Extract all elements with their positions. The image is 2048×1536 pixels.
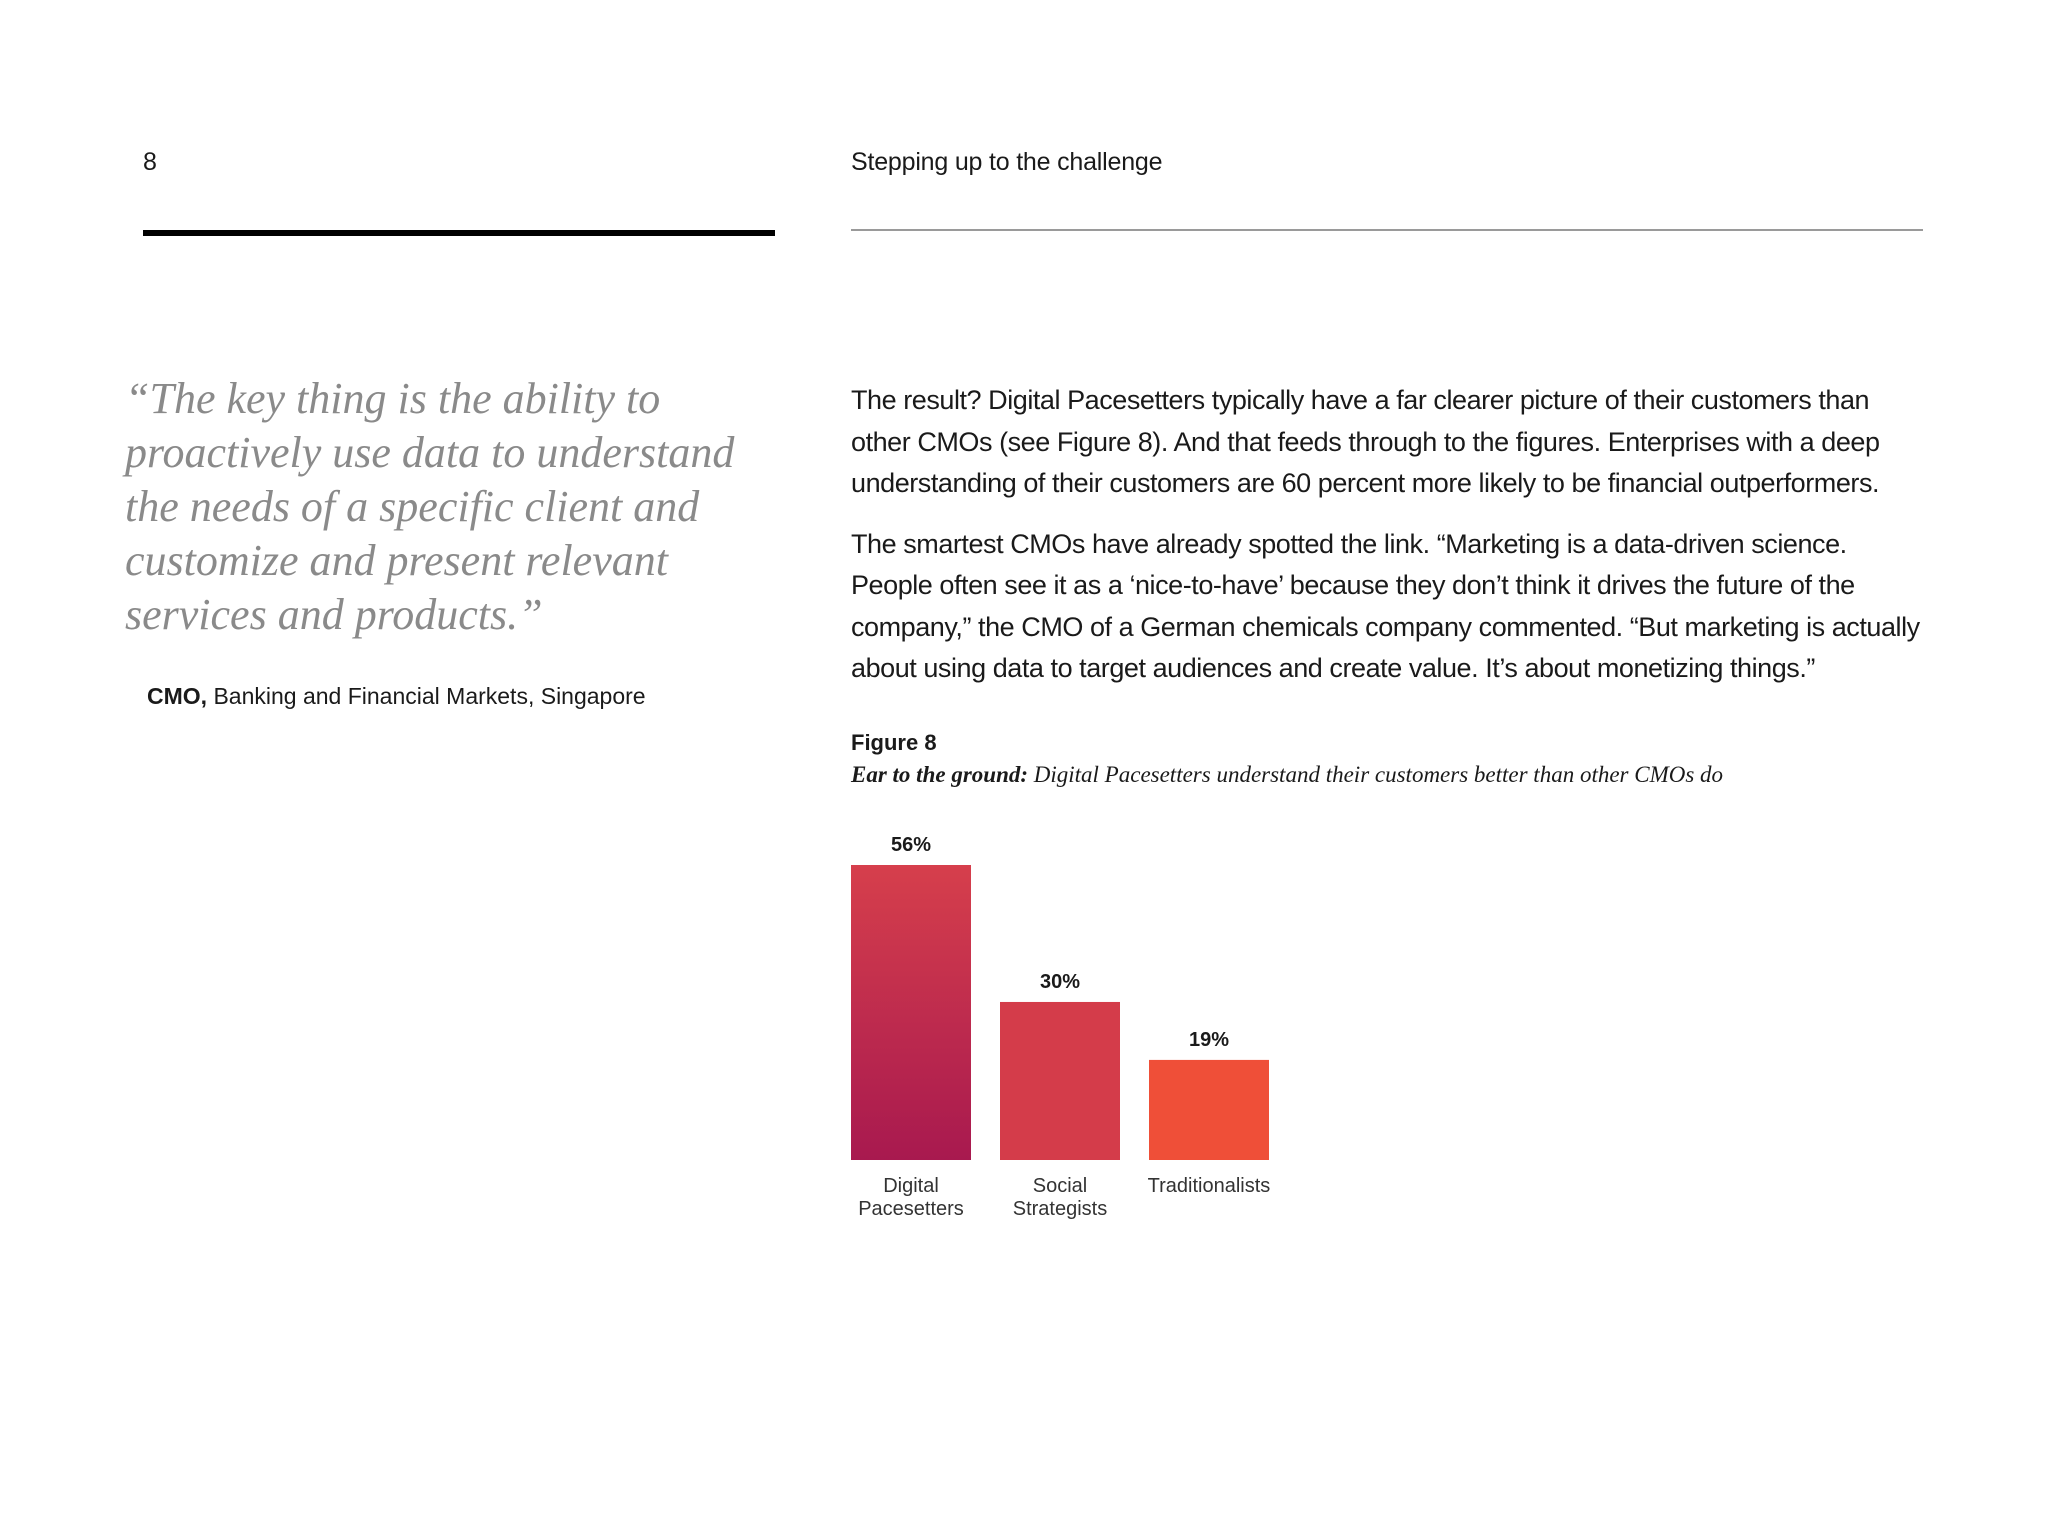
quote-line: “The key thing is the ability to: [125, 374, 661, 423]
category-label: Pacesetters: [858, 1198, 964, 1220]
body-text: [851, 380, 1931, 709]
body-paragraph: The result? Digital Pacesetters typically have a far clearer picture of their customers than other CMOs (see Figure 8). And that feeds through to the figures. Enterprises with a deep understanding of their customers are 60 percent more likely to be financial outperformers.: [851, 385, 1880, 498]
quote-line: proactively use data to understand: [125, 428, 735, 477]
attribution-role: CMO,: [147, 683, 208, 709]
quote-attribution: [147, 683, 646, 710]
quote-line: services and products.”: [125, 590, 543, 639]
bar-1: [851, 865, 971, 1160]
quote-line: customize and present relevant: [125, 536, 668, 585]
page-number: 8: [143, 148, 157, 176]
figure-caption: [851, 762, 1951, 788]
figure-caption-lead: Ear to the ground:: [851, 762, 1029, 787]
category-label: Social: [1032, 1175, 1088, 1197]
bar-value-label: 19%: [1188, 1028, 1230, 1051]
section-title: Stepping up to the challenge: [851, 148, 1163, 176]
quote-line: the needs of a specific client and: [125, 482, 700, 531]
bar-value-label: 56%: [890, 834, 932, 856]
category-label: Traditionalists: [1147, 1175, 1271, 1197]
category-label: Digital: [883, 1175, 939, 1197]
header-rule-left: [143, 230, 775, 236]
figure-label: Figure 8: [851, 730, 937, 755]
bar-3: [1149, 1060, 1269, 1160]
category-label: Strategists: [1012, 1198, 1108, 1220]
bar-chart: [820, 820, 1300, 1240]
pull-quote: [125, 372, 765, 642]
figure-caption-text: Digital Pacesetters understand their customers better than other CMOs do: [1033, 762, 1724, 787]
attribution-detail: Banking and Financial Markets, Singapore: [213, 683, 646, 709]
body-paragraph: The smartest CMOs have already spotted the link. “Marketing is a data-driven science. People often see it as a ‘nice-to-have’ because they don’t think it drives the future of the company,” the CMO of a German chemicals company commented. “But marketing is actually about using data to target audiences and create value. It’s about monetizing things.”: [851, 528, 1920, 683]
bar-2: [1000, 1002, 1120, 1160]
header-rule-right: [851, 229, 1923, 231]
bar-value-label: 30%: [1039, 970, 1081, 993]
